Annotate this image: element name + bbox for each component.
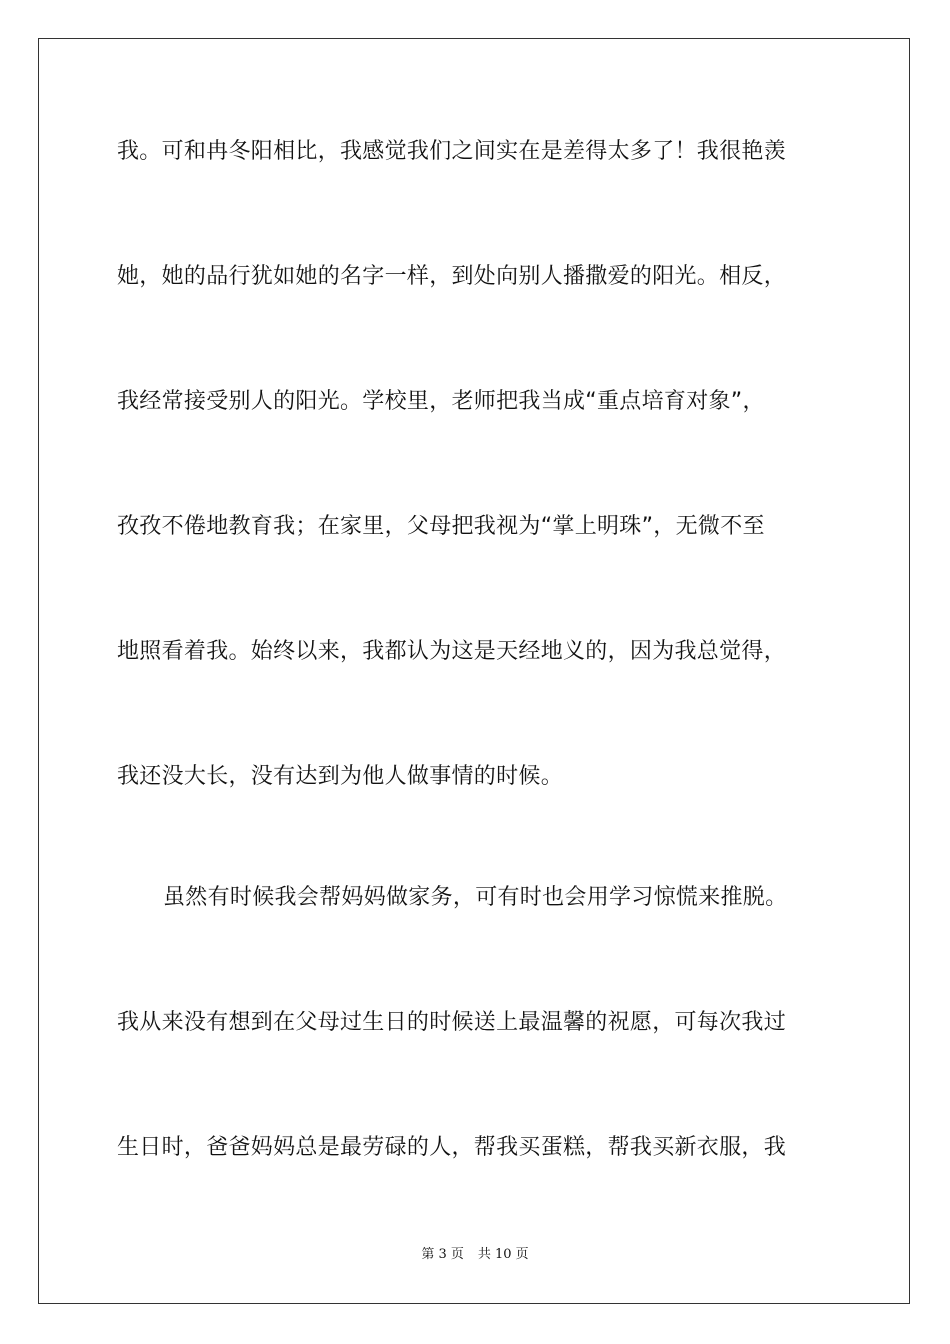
paragraph-first-line: 虽然有时候我会帮妈妈做家务，可有时也会用学习惊慌来推脱。 — [163, 885, 788, 910]
text-line: 地照看着我。始终以来，我都认为这是天经地义的，因为我总觉得， — [117, 639, 787, 664]
text-line: 我还没大长，没有达到为他人做事情的时候。 — [117, 764, 564, 789]
page-border — [38, 38, 910, 1304]
text-line: 我从来没有想到在父母过生日的时候送上最温馨的祝愿，可每次我过 — [117, 1010, 787, 1035]
page-footer — [0, 1246, 950, 1264]
page-number: 第 3 页 — [421, 1247, 464, 1262]
text-line: 生日时，爸爸妈妈总是最劳碌的人，帮我买蛋糕，帮我买新衣服，我 — [117, 1135, 787, 1160]
text-line: 我经常接受别人的阳光。学校里，老师把我当成“重点培育对象”， — [117, 389, 765, 414]
text-line: 她，她的品行犹如她的名字一样，到处向别人播撒爱的阳光。相反， — [117, 264, 787, 289]
total-pages: 共 10 页 — [477, 1247, 529, 1262]
text-line: 我。可和冉冬阳相比，我感觉我们之间实在是差得太多了！我很艳羡 — [117, 139, 787, 164]
text-line: 孜孜不倦地教育我；在家里，父母把我视为“掌上明珠”，无微不至 — [117, 514, 765, 539]
